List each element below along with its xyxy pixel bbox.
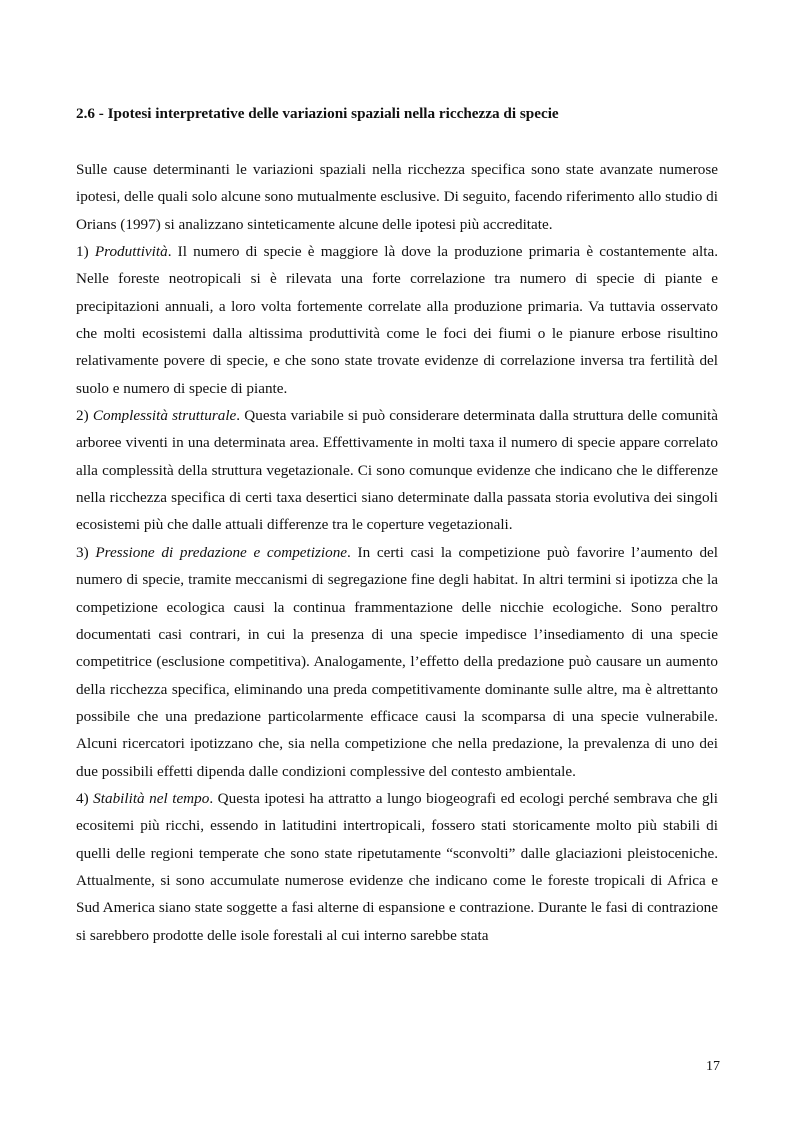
hypothesis-paragraph-4 <box>76 785 718 949</box>
intro-paragraph: Sulle cause determinanti le variazioni spaziali nella ricchezza specifica sono state avanzate numerose ipotesi, delle quali solo alcune sono mutualmente esclusive. Di seguito, facendo riferimento allo studio di Orians (1997) si analizzano sinteticamente alcune delle ipotesi più accreditate. <box>76 161 718 233</box>
hypothesis-paragraph-1 <box>76 238 718 402</box>
body-text <box>76 156 718 949</box>
hypothesis-number: 1) <box>76 243 89 261</box>
hypothesis-number: 3) <box>76 543 89 561</box>
section-heading: 2.6 - Ipotesi interpretative delle variazioni spaziali nella ricchezza di specie <box>76 105 559 122</box>
hypothesis-term: Produttività <box>94 243 168 261</box>
hypothesis-term: Complessità strutturale <box>92 407 237 425</box>
hypothesis-paragraph-3 <box>76 539 718 785</box>
hypothesis-term: Stabilità nel tempo <box>93 789 210 807</box>
hypothesis-number: 4) <box>76 789 89 807</box>
hypothesis-paragraph-2 <box>76 402 718 539</box>
hypothesis-text: . Questa ipotesi ha attratto a lungo biogeografi ed ecologi perché sembrava che gli ecositemi più ricchi, essendo in latitudini intertropicali, fossero stati storicamente molto più stabili di quelli delle regioni temperate che sono state ripetutamente “sconvolti” dalle glaciazioni pleistoceniche. Attualmente, si sono accumulate numerose evidenze che indicano come le foreste tropicali di Africa e Sud America siano state soggette a fasi alterne di espansione e contrazione. Durante le fasi di contrazione si sarebbero prodotte delle isole forestali al cui interno sarebbe stata <box>76 789 718 944</box>
hypothesis-text: . In certi casi la competizione può favorire l’aumento del numero di specie, tramite meccanismi di segregazione fine degli habitat. In altri termini si ipotizza che la competizione ecologica causi la continua frammentazione delle nicchie ecologiche. Sono peraltro documentati casi contrari, in cui la presenza di una specie impedisce l’insediamento di una specie competitrice (esclusione competitiva). Analogamente, l’effetto della predazione può causare un aumento della ricchezza specifica, eliminando una preda competitivamente dominante sulle altre, ma è altrettanto possibile che una predazione particolarmente efficace causi la scomparsa di una specie vulnerabile. Alcuni ricercatori ipotizzano che, sia nella competizione che nella predazione, la prevalenza di uno dei due possibili effetti dipenda dalle condizioni complessive del contesto ambientale. <box>76 543 719 780</box>
hypothesis-number: 2) <box>76 407 89 425</box>
hypothesis-text: . Questa variabile si può considerare determinata dalla struttura delle comunità arboree viventi in una determinata area. Effettivamente in molti taxa il numero di specie appare correlato alla complessità della struttura vegetazionale. Ci sono comunque evidenze che indicano che le differenze nella ricchezza specifica di certi taxa desertici siano determinate dalla passata storia evolutiva dei singoli ecosistemi più che dalle attuali differenze tra le coperture vegetazionali. <box>76 407 719 534</box>
page-number: 17 <box>706 1059 720 1074</box>
hypothesis-term: Pressione di predazione e competizione <box>95 543 348 561</box>
hypothesis-text: . Il numero di specie è maggiore là dove la produzione primaria è costantemente alta. Nelle foreste neotropicali si è rilevata una forte correlazione tra numero di specie di piante e precipitazioni annuali, a loro volta fortemente correlate alla produzione primaria. Va tuttavia osservato che molti ecosistemi dalla altissima produttività come le foci dei fiumi o le pianure erbose risultino relativamente povere di specie, e che sono state trovate evidenze di correlazione inversa tra fertilità del suolo e numero di specie di piante. <box>76 243 719 397</box>
